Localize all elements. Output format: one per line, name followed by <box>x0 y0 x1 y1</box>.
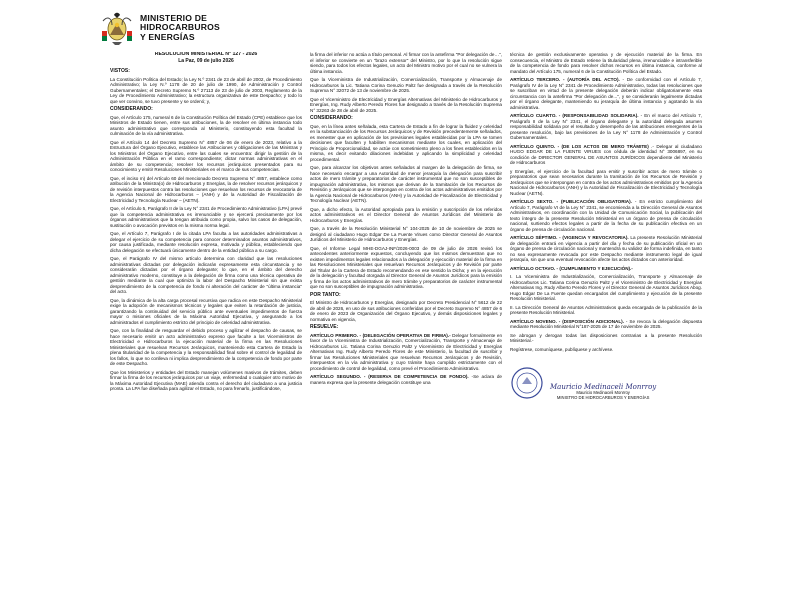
body-paragraph: la firma del inferior no actúa a título personal. Al firmar con la antefirma "Por delegación de…", el inferior se convierte en un "brazo extensor" del Ministro, por lo que la resolución sigue siendo, para todos los efectos legales, un acto del Ministro motivo por el cual no se vulnera la última instancia. <box>310 52 502 74</box>
article-heading: ARTÍCULO CUARTO. - (RESPONSABILIDAD SOLIDARIA). <box>510 113 639 118</box>
article-text: - Se revoca la delegación dispuesta mediante Resolución Ministerial N°187-2025 de 17 de noviembre de 2025. <box>510 318 702 329</box>
article-heading: ARTÍCULO SÉPTIMO. - (VIGENCIA Y REVOCATORIA). <box>510 235 629 240</box>
body-paragraph: Que el Artículo 14 del Decreto Supremo N° 4857 de 06 de enero de 2023, relativo a la Estructura del Órgano Ejecutivo, establece las Atribuciones y obligaciones de las Ministras y los Ministros del Órgano Ejecutivo, entre las cuales se encuentra: dirigir la gestión de la Administración Pública en el ramo correspondiente; dictar normas administrativas en el ámbito de su competencia; resolver los recursos jerárquicos presentados para su conocimiento y emitir Resoluciones Ministeriales en el marco de sus competencias. <box>110 139 302 172</box>
body-paragraph: II. La Dirección General de Asuntos Administrativos queda encargada de la publicación de la presente Resolución Ministerial. <box>510 304 702 315</box>
body-paragraph: Que, para alcanzar los objetivos antes señalados al margen de la delegación de firma, se hace necesario encargar a una Autoridad de menor jerarquía la delegación para suscribir actos de mero trámite y preparatorios de carácter instrumental que no son susceptibles de impugnación administrativa, los mismos que derivan de la tramitación de los Recursos de Revisión y Jerárquicos que se interpongan en contra de los actos administrativos emitidos por la Agencia Nacional de Hidrocarburos (ANH) y la Autoridad de Fiscalización de Electricidad y Tecnología Nuclear (AETN). <box>310 165 502 203</box>
body-paragraph: técnica de gestión exclusivamente operativa y de ejecución material de la firma. En consecuencia, el Ministro de Estado retiene la titularidad plena, irrenunciable e intransferible de la competencia de fondo para resolver dichos recursos en última instancia, conforme al mandato del Artículo 175, numeral 6 de la Constitución Política del Estado. <box>510 52 702 74</box>
document-body <box>110 52 702 592</box>
bolivia-coat-of-arms-icon <box>100 9 134 47</box>
article-paragraph <box>510 113 702 141</box>
body-paragraph: Que, el Artículo 7, Parágrafo I de la citada LPA faculta a las autoridades administrativas a delegar el ejercicio de su competencia para conocer determinados asuntos administrativos, por causa justificada, mediante resolución expresa, motivada y pública, estableciendo que dicha delegación se efectuará únicamente dentro de la entidad pública a su cargo. <box>110 231 302 253</box>
section-heading: CONSIDERANDO: <box>310 115 353 121</box>
body-paragraph: Que, el inciso m) del Artículo 60 del mencionado Decreto Supremo N° 4857, establece como atribución de la Ministra(o) de Hidrocarburos y Energías, la de resolver recursos jerárquicos y de revisión interpuestos contra las resoluciones que resuelvan los recursos de revocatoria de la Agencia Nacional de Hidrocarburos – (ANH) y de la Autoridad de Fiscalización de Electricidad y Tecnología Nuclear – (AETN). <box>110 175 302 203</box>
body-paragraph: Que, con la finalidad de resguardar el debido proceso y agilizar el despacho de causas, se hace necesario emitir un acto administrativo expreso que faculte a los Viceministros de Electricidad e Hidrocarburos la ejecución material de la firma en las Resoluciones Ministeriales que resuelvan Recursos Jerárquicos, manteniendo esta Cartera de Estado la plena titularidad de la competencia y la responsabilidad final sobre el control de legalidad de los fallos, lo que no conlleva ni implica desprendimiento de la competencia de fondo por parte de este Despacho. <box>110 328 302 366</box>
body-paragraph: Regístrese, comuníquese, publíquese y archívese. <box>510 346 614 352</box>
article-heading: ARTÍCULO NOVENO. - (DISPOSICIÓN ADICIONAL). <box>510 318 624 324</box>
signatory <box>550 385 656 400</box>
section-heading: POR TANTO: <box>310 291 341 298</box>
column-3 <box>510 52 702 592</box>
ministry-line-2: HIDROCARBUROS <box>140 22 220 33</box>
body-paragraph: Que, el Artículo 175, numeral 6 de la Constitución Política del Estado (CPE) establece que los Ministros de Estado tienen, entre sus atribuciones, la de resolver en última instancia todo asunto administrativo que corresponda al Ministerio, constituyendo esta facultad la culminación de la vía administrativa. <box>110 114 302 136</box>
signatory-name: Mauricio Medinaceli Monrroy <box>576 390 630 395</box>
column-1 <box>110 52 302 592</box>
section-heading: VISTOS: <box>110 68 130 74</box>
article-paragraph <box>510 266 702 272</box>
article-heading: ARTÍCULO QUINTO. - (DE LOS ACTOS DE MERO TRÁMITE) <box>510 143 649 149</box>
resolution-title: RESOLUCIÓN MINISTERIAL N° 127 - 2026 <box>154 52 258 57</box>
article-heading: ARTÍCULO SEXTO. - (PUBLICACIÓN OBLIGATORIA). <box>510 199 632 204</box>
body-paragraph: Que, a través de la Resolución Ministerial N° 104-2025 de 10 de noviembre de 2025 se designó al ciudadano Hugo Edgar De La Fuente Virues como Director General de Asuntos Jurídicos del Ministerio de Hidrocarburos y Energías. <box>310 226 502 242</box>
article-text: - En el marco del Artículo 7, Parágrafo II de la Ley N° 2341, el órgano delegante y la autoridad delegada asumen responsabilidad solidaria por el resultado y desempeño de las atribuciones emergentes de la presente resolución, bajo las previsiones de la Ley N° 1178 de Administración y Control Gubernamentales. <box>510 113 702 140</box>
article-paragraph <box>310 374 502 385</box>
article-heading: ARTÍCULO SEGUNDO. - (RESERVA DE COMPETENCIA DE FONDO). <box>310 374 469 379</box>
body-paragraph: Que la Viceministra de Industrialización, Comercialización, Transporte y Almacenaje de Hidrocarburos la Lic. Tatiana Corina Genuzio Paltz fue designada a través de la Resolución Suprema N° 32072 de 13 de noviembre de 2025. <box>310 77 502 93</box>
article-heading: ARTÍCULO PRIMERO. - (DELEGACIÓN OPERATIVA DE FIRMA).- <box>310 332 451 338</box>
article-heading: ARTÍCULO TERCERO. - (AUTORÍA DEL ACTO). <box>510 77 620 82</box>
article-text: .- Delegar al ciudadano HUGO EDGAR DE LA FUENTE VIRUES con cédula de identidad N° 3006897, en su condición de DIRECTOR GENERAL DE ASUNTOS JURÍDICOS dependiente del Ministerio de Hidrocarburos <box>510 143 702 165</box>
article-paragraph <box>510 199 702 232</box>
article-text: -Se aclara de manera expresa que la presente delegación constituye una <box>310 374 502 385</box>
section-heading: CONSIDERANDO: <box>110 106 153 112</box>
ministry-line-1: MINISTERIO DE <box>140 12 208 23</box>
body-paragraph: Que, el Parágrafo IV del mismo artículo determina con claridad que las resoluciones administrativas dictadas por delegación indicarán expresamente esta circunstancia y se considerarán dictadas por el órgano delegante; lo que, en el ámbito del derecho administrativo moderno, constituye a la delegación de firma como una técnica operativa de gestión mediante la cual que optimiza la labor del Despacho Ministerial sin que exista desprendimiento de la competencia de fondo ni alteración del carácter de "última instancia" del acto. <box>110 256 302 294</box>
ministry-line-3: Y ENERGÍAS <box>140 31 195 42</box>
article-paragraph <box>510 144 702 166</box>
article-paragraph <box>510 319 702 330</box>
body-paragraph: I. La Viceministra de Industrialización, Comercialización, Transporte y Almacenaje de Hidrocarburos Lic. Tatiana Corina Genuzio Paltz y el Viceministro de Electricidad y Energías Alternativas Ing. Rudy Alberto Peredo Flores y el Director General de Asuntos Jurídicos Abog. Hugo Edgar De La Fuente quedan encargados del cumplimiento y ejecución de la presente Resolución Ministerial. <box>510 274 702 301</box>
article-text: - En estricto cumplimiento del Artículo 7, Parágrafo VI de la Ley N° 2341, se encomienda a la Dirección General de Asuntos Administrativos, en coordinación con la Unidad de Comunicación Social, la publicación del texto íntegro de la presente Resolución Ministerial en un órgano de prensa de circulación nacional, surtiendo efectos legales a partir de la fecha de su publicación efectiva en un órgano de prensa de circulación nacional. <box>510 199 702 232</box>
column-2 <box>310 52 502 592</box>
section-heading: RESUELVE: <box>310 324 339 330</box>
article-text: - De conformidad con el Artículo 7, Parágrafo IV de la Ley N° 2341 de Procedimiento Administrativo, todas las resoluciones que se suscriban en virtud de la presente delegación deberán indicar obligatoriamente esta circunstancia con la antefirma "Por delegación de...", y se considerarán legalmente dictadas por el órgano delegante, manteniendo su jerarquía de última instancia y agotando la vía administrativa. <box>510 77 702 110</box>
signatory-title: MINISTRO DE HIDROCARBUROS Y ENERGÍAS <box>556 395 650 400</box>
article-text: La presente Resolución Ministerial de delegación entrará en vigencia a partir del día y fecha de su publicación oficial en un órgano de prensa de circulación nacional y mantendrá su validez de forma indefinida, en tanto no sea expresamente revocada por este Despacho mediante instrumento legal de igual jerarquía, sin que una eventual revocación afecte los actos dictados con anterioridad. <box>510 235 702 262</box>
body-paragraph: y Energías, el ejercicio de la facultad para emitir y suscribir actos de mero trámite o preparatorios que sean necesarios durante la tramitación de los Recursos de Revisión y Jerárquicos que se interpongan en contra de los actos administrativos emitidos por la Agencia Nacional de Hidrocarburos (ANH) y la Autoridad de Fiscalización de Electricidad y Tecnología Nuclear (AETN). <box>510 168 702 196</box>
ministry-seal-icon <box>510 366 544 400</box>
signature-block <box>510 366 702 400</box>
handwritten-signature: Mauricio Medinaceli Monrroy <box>550 383 657 391</box>
body-paragraph: Que, a dicho efecto, la Autoridad apropiada para la emisión y suscripción de los referidos actos administrativos es el Director General de Asuntos Jurídicos del Ministerio de Hidrocarburos y Energías. <box>310 206 502 223</box>
article-paragraph <box>510 235 702 263</box>
body-paragraph: Se abrogan y derogan todas las disposiciones contrarias a la presente Resolución Ministerial.- <box>510 332 702 343</box>
article-heading: ARTÍCULO OCTAVO. - (CUMPLIMIENTO Y EJECUCIÓN).- <box>510 265 633 271</box>
article-text: Delegar formalmente en favor de la Viceministra de Industrialización, Comercialización, Transporte y Almacenaje de Hidrocarburos Lic. Tatiana Corina Genuzio Paltz y Viceministro de Electricidad y Energías Alternativas Ing. Rudy Alberto Peredo Flores de este Ministerio, la facultad de suscribir y firmar las Resoluciones Ministeriales que resuelvan Recursos Jerárquicos y de Revisión, interpuestos en la vía administrativa y cuyo trámite haya cumplido estrictamente con el procedimiento de control de legalidad, como prevé el Procedimiento Administrativo. <box>310 332 502 371</box>
place-date: La Paz, 09 de julio 2026 <box>178 57 234 64</box>
body-paragraph: Que, el Informe Legal MHE-DGAJ-INF/2026-0003 de 09 de julio de 2026 revisó los antecedentes anteriormente expuestos, concluyendo que los mismos demuestran que no existen impedimentos legales relacionados a la delegación y ejecución material de la firma en las Resoluciones Ministeriales que resuelvan Recursos Jerárquicos y de Revisión por parte del Titular de la Cartera de Estado recomendando en ese sentido la Dicha; y en la ejecución de la delegación y facultad otorgada al Director General de Asuntos Jurídicos para la emisión y firma de los actos administrativos de mero trámite y preparatorios de carácter instrumental que no son susceptibles de impugnación administrativa. <box>310 245 502 289</box>
body-paragraph: La Constitución Política del Estado; la Ley N.º 2341 de 23 de abril de 2002, de Procedimiento Administrativo; la Ley N.º 1178 de 20 de julio de 1990, de Administración y Control Gubernamentales; el Decreto Supremo N.º 27113 de 23 de julio de 2003, Reglamento de la Ley de Procedimiento Administrativo; la estructura organizativa de este Despacho; y todo lo que ver convino, se tuvo presente y se ordenó; y, <box>110 76 302 104</box>
body-paragraph: Que, en la línea antes señalada, esta Cartera de Estado a fin de lograr la fluidez y celeridad en la substanciación de los Recursos Jerárquicos y de Revisión precedentemente señalados, es menester que en aplicación de los previsiones legales establecidas por la LPA se tomen decisiones que faculten y habiliten mecanismos mediante los cuales, en aplicación del Principio de Proporcionalidad, se actúe con sometimiento pleno a los fines establecidos en la misma, es decir evitando dilaciones indebidas y aplicando la simplicidad y celeridad procedimental. <box>310 123 502 162</box>
body-paragraph: Que los Ministerios y entidades del Estado manejan volúmenes masivos de trámites, deben firmar la firma de los recursos jerárquicos por un viaje, enfermedad o cualquier otro motivo de la Máxima Autoridad Ejecutiva (MAE) atienda contra el derecho del ciudadano a una justicia pronta. La LPA fue diseñada para agilizar el Estado, no para frenarlo, justificándose, <box>110 369 302 391</box>
body-paragraph: Que, el Artículo 5, Parágrafo II de la Ley N° 2341 de Procedimiento Administrativo (LPA) prevé que la competencia administrativa es irrenunciable y se ejercerá precisamente por los órganos administrativos que la tengan atribuida como propia, salvo los casos de delegación, sustitución o avocación previstos en la misma norma legal. <box>110 206 302 228</box>
ministry-header <box>100 6 220 50</box>
body-paragraph: Que, la dinámica de la alta carga procesal recursiva que radica en este Despacho Ministerial exige la adopción de mecanismos técnicos y legales que eviten la retardación de justicia, garantizando la continuidad del servicio público ante eventuales impedimentos de fuerza mayor o misiones oficiales de la Máxima Autoridad Ejecutiva, y asegurando a los administrados el cumplimiento estricto del principio de celeridad administrativa. <box>110 297 302 325</box>
body-paragraph: El Ministro de Hidrocarburos y Energías, designado por Decreto Presidencial N° 5612 de 22 de abril de 2026, en uso de sus atribuciones conferidas por el Decreto Supremo N° 4857 de 6 de enero de 2023 de Organización del Órgano Ejecutivo, y demás disposiciones legales y normativa en vigencia, <box>310 300 502 322</box>
article-paragraph <box>310 333 502 372</box>
body-paragraph: Que el Viceministro de Electricidad y Energías Alternativas del Ministerio de Hidrocarburos y Energías, Ing. Rudy Alberto Peredo Flores fue designado a través de la Resolución Suprema N° 32263 de 28 de abril de 2025. <box>310 96 502 113</box>
article-paragraph <box>510 77 702 110</box>
ministry-name <box>140 14 220 43</box>
